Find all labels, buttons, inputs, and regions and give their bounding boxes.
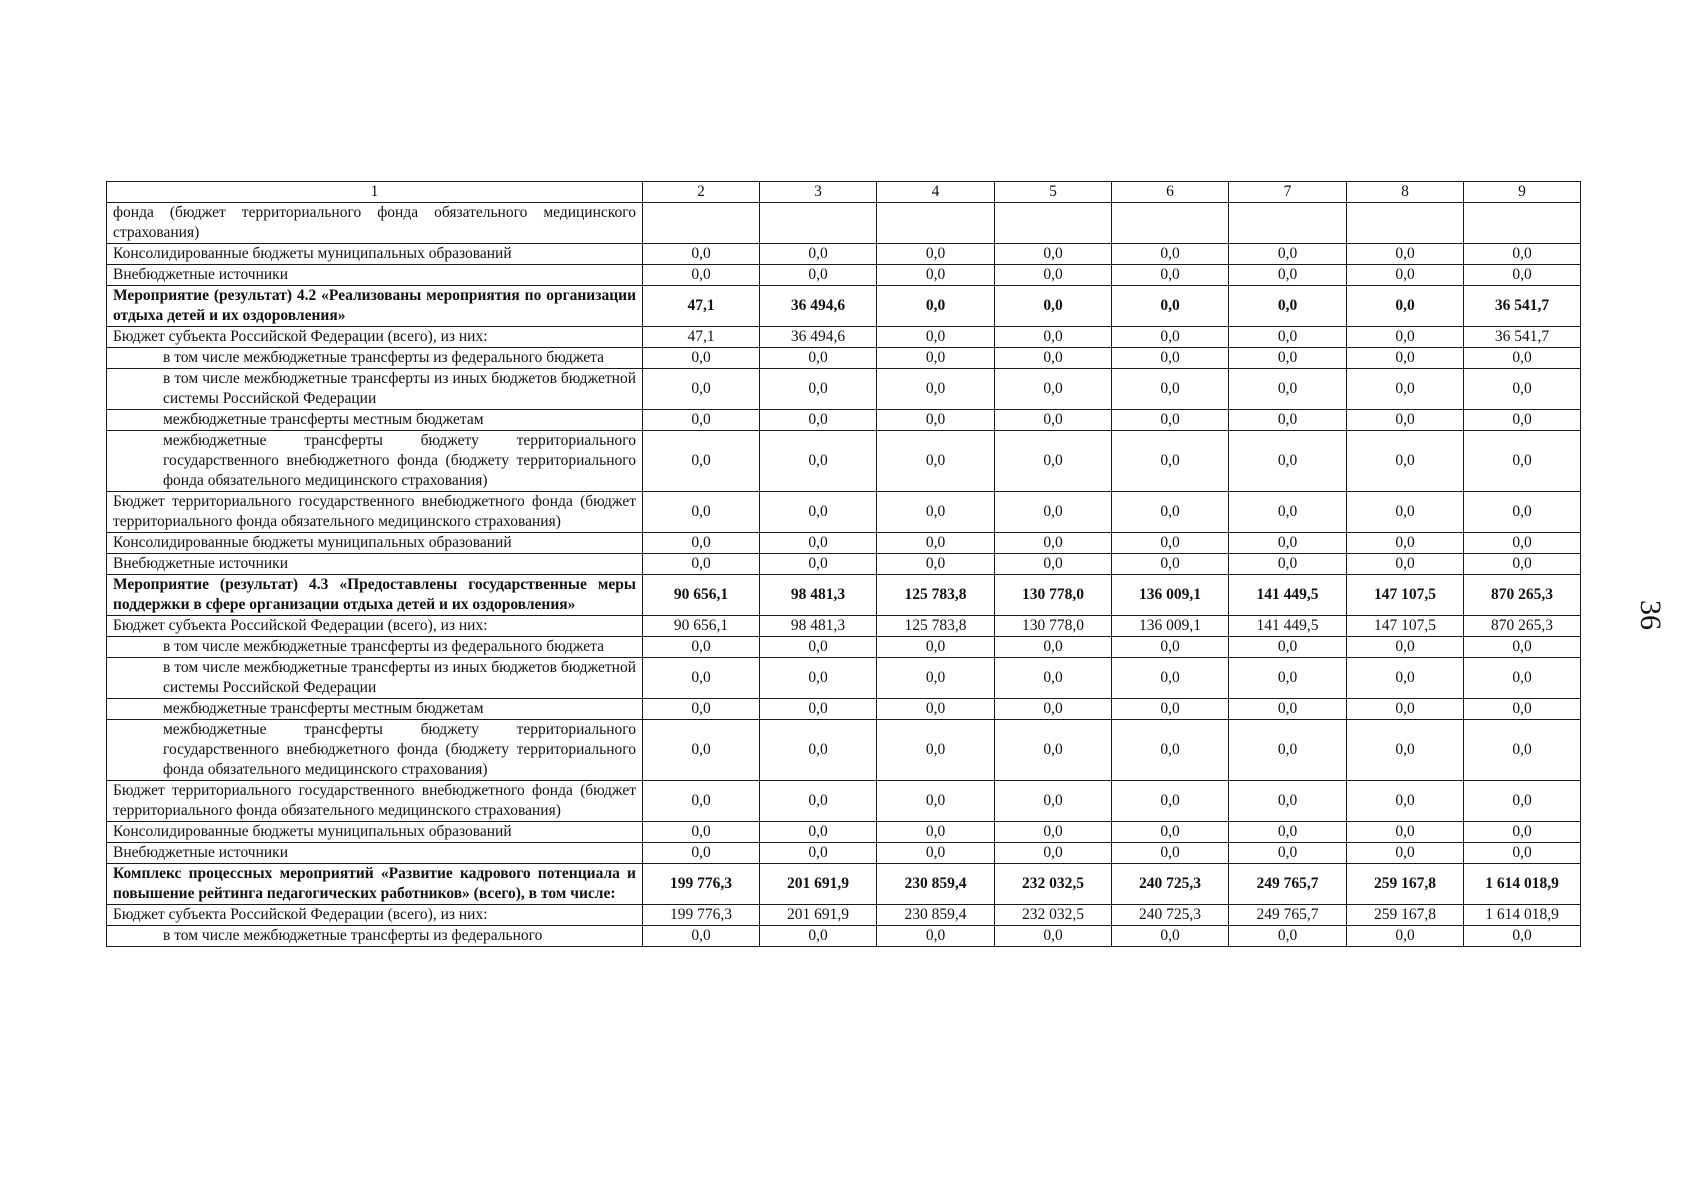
- table-row: [107, 265, 1581, 286]
- value-cell: 0,0: [877, 410, 995, 431]
- table-row: [107, 348, 1581, 369]
- value-cell: 0,0: [1464, 492, 1581, 533]
- value-cell: 0,0: [1347, 369, 1464, 410]
- value-cell: 0,0: [1229, 431, 1347, 492]
- value-cell: 0,0: [877, 286, 995, 327]
- value-cell: 0,0: [1464, 410, 1581, 431]
- value-cell: 0,0: [1112, 637, 1229, 658]
- value-cell: 0,0: [1347, 533, 1464, 554]
- value-cell: 0,0: [995, 926, 1112, 947]
- table-row: [107, 822, 1581, 843]
- value-cell: 0,0: [1112, 720, 1229, 781]
- row-label: Бюджет территориального государственного внебюджетного фонда (бюджет территориального фонда обязательного медицинского страхования): [107, 781, 643, 822]
- value-cell: 0,0: [1347, 265, 1464, 286]
- value-cell: 0,0: [995, 327, 1112, 348]
- value-cell: 0,0: [1229, 658, 1347, 699]
- row-label: в том числе межбюджетные трансферты из федерального бюджета: [107, 348, 643, 369]
- value-cell: 0,0: [760, 492, 877, 533]
- value-cell: 0,0: [643, 369, 760, 410]
- value-cell: 0,0: [1229, 533, 1347, 554]
- value-cell: 0,0: [1347, 637, 1464, 658]
- value-cell: 0,0: [995, 637, 1112, 658]
- value-cell: 0,0: [1112, 348, 1229, 369]
- table-row: [107, 843, 1581, 864]
- value-cell: 0,0: [1464, 658, 1581, 699]
- value-cell: 870 265,3: [1464, 616, 1581, 637]
- value-cell: 141 449,5: [1229, 616, 1347, 637]
- value-cell: 0,0: [760, 554, 877, 575]
- row-label: Внебюджетные источники: [107, 843, 643, 864]
- row-label: фонда (бюджет территориального фонда обязательного медицинского страхования): [107, 203, 643, 244]
- value-cell: 0,0: [1464, 533, 1581, 554]
- value-cell: 0,0: [760, 658, 877, 699]
- value-cell: 0,0: [1347, 348, 1464, 369]
- row-label: Комплекс процессных мероприятий «Развитие кадрового потенциала и повышение рейтинга педагогических работников» (всего), в том числе:: [107, 864, 643, 905]
- value-cell: 0,0: [1229, 843, 1347, 864]
- value-cell: 0,0: [877, 699, 995, 720]
- row-label: Мероприятие (результат) 4.2 «Реализованы мероприятия по организации отдыха детей и их оздоровления»: [107, 286, 643, 327]
- value-cell: 147 107,5: [1347, 616, 1464, 637]
- value-cell: 0,0: [1347, 720, 1464, 781]
- value-cell: 0,0: [760, 533, 877, 554]
- value-cell: 0,0: [995, 533, 1112, 554]
- value-cell: 47,1: [643, 286, 760, 327]
- table-row: [107, 658, 1581, 699]
- table-row: [107, 244, 1581, 265]
- value-cell: 0,0: [995, 265, 1112, 286]
- row-label: Консолидированные бюджеты муниципальных образований: [107, 822, 643, 843]
- value-cell: 0,0: [1464, 843, 1581, 864]
- value-cell: 0,0: [1464, 822, 1581, 843]
- value-cell: 0,0: [643, 926, 760, 947]
- value-cell: 0,0: [1229, 410, 1347, 431]
- value-cell: 0,0: [1229, 348, 1347, 369]
- row-label: Бюджет территориального государственного внебюджетного фонда (бюджет территориального фонда обязательного медицинского страхования): [107, 492, 643, 533]
- table-row: [107, 431, 1581, 492]
- value-cell: 0,0: [760, 410, 877, 431]
- table-header-row: [107, 182, 1581, 203]
- row-label: межбюджетные трансферты бюджету территориального государственного внебюджетного фонда (бюджету территориального фонда обязательного медицинского страхования): [107, 431, 643, 492]
- value-cell: 0,0: [995, 843, 1112, 864]
- value-cell: 0,0: [995, 492, 1112, 533]
- value-cell: 0,0: [995, 658, 1112, 699]
- value-cell: [1464, 203, 1581, 244]
- value-cell: 0,0: [643, 658, 760, 699]
- column-header: 8: [1347, 182, 1464, 203]
- row-label: в том числе межбюджетные трансферты из федерального: [107, 926, 643, 947]
- value-cell: 0,0: [1347, 327, 1464, 348]
- value-cell: 136 009,1: [1112, 575, 1229, 616]
- value-cell: 0,0: [1347, 286, 1464, 327]
- table-row: [107, 492, 1581, 533]
- value-cell: 240 725,3: [1112, 905, 1229, 926]
- table-row: [107, 410, 1581, 431]
- value-cell: 0,0: [877, 348, 995, 369]
- value-cell: 0,0: [1112, 369, 1229, 410]
- value-cell: 130 778,0: [995, 575, 1112, 616]
- value-cell: 240 725,3: [1112, 864, 1229, 905]
- row-label: Внебюджетные источники: [107, 554, 643, 575]
- value-cell: 199 776,3: [643, 864, 760, 905]
- table-row: [107, 864, 1581, 905]
- value-cell: 0,0: [877, 637, 995, 658]
- column-header: 5: [995, 182, 1112, 203]
- value-cell: 125 783,8: [877, 616, 995, 637]
- table-row: [107, 369, 1581, 410]
- value-cell: 0,0: [995, 781, 1112, 822]
- value-cell: 0,0: [643, 554, 760, 575]
- value-cell: 0,0: [760, 843, 877, 864]
- value-cell: 0,0: [1464, 348, 1581, 369]
- value-cell: 0,0: [1464, 699, 1581, 720]
- value-cell: 136 009,1: [1112, 616, 1229, 637]
- value-cell: 0,0: [1229, 244, 1347, 265]
- value-cell: 0,0: [877, 926, 995, 947]
- value-cell: 0,0: [995, 369, 1112, 410]
- table-row: [107, 286, 1581, 327]
- column-header: 1: [107, 182, 643, 203]
- table-row: [107, 720, 1581, 781]
- value-cell: 0,0: [643, 822, 760, 843]
- value-cell: 0,0: [643, 265, 760, 286]
- column-header: 6: [1112, 182, 1229, 203]
- value-cell: 0,0: [1112, 554, 1229, 575]
- value-cell: 0,0: [1112, 265, 1229, 286]
- table-row: [107, 699, 1581, 720]
- table-row: [107, 926, 1581, 947]
- table-row: [107, 575, 1581, 616]
- value-cell: 0,0: [1347, 843, 1464, 864]
- value-cell: 0,0: [1112, 431, 1229, 492]
- row-label: Консолидированные бюджеты муниципальных образований: [107, 533, 643, 554]
- value-cell: 0,0: [995, 348, 1112, 369]
- budget-table: [106, 181, 1581, 947]
- value-cell: 36 541,7: [1464, 286, 1581, 327]
- value-cell: 0,0: [1464, 244, 1581, 265]
- value-cell: 0,0: [995, 286, 1112, 327]
- value-cell: 201 691,9: [760, 864, 877, 905]
- table-row: [107, 203, 1581, 244]
- value-cell: 98 481,3: [760, 575, 877, 616]
- value-cell: 0,0: [1347, 781, 1464, 822]
- value-cell: 259 167,8: [1347, 905, 1464, 926]
- value-cell: 36 541,7: [1464, 327, 1581, 348]
- column-header: 7: [1229, 182, 1347, 203]
- value-cell: 0,0: [1347, 244, 1464, 265]
- value-cell: 0,0: [877, 492, 995, 533]
- row-label: в том числе межбюджетные трансферты из иных бюджетов бюджетной системы Российской Федерации: [107, 658, 643, 699]
- value-cell: 0,0: [643, 410, 760, 431]
- value-cell: 870 265,3: [1464, 575, 1581, 616]
- value-cell: 0,0: [1229, 327, 1347, 348]
- row-label: в том числе межбюджетные трансферты из федерального бюджета: [107, 637, 643, 658]
- value-cell: 0,0: [1229, 781, 1347, 822]
- value-cell: 0,0: [1464, 265, 1581, 286]
- value-cell: 0,0: [877, 843, 995, 864]
- column-header: 2: [643, 182, 760, 203]
- row-label: Мероприятие (результат) 4.3 «Предоставлены государственные меры поддержки в сфере организации отдыха детей и их оздоровления»: [107, 575, 643, 616]
- value-cell: 0,0: [877, 822, 995, 843]
- table-row: [107, 327, 1581, 348]
- value-cell: 0,0: [1464, 554, 1581, 575]
- value-cell: 0,0: [877, 244, 995, 265]
- value-cell: [760, 203, 877, 244]
- value-cell: 0,0: [643, 699, 760, 720]
- value-cell: 0,0: [1112, 699, 1229, 720]
- value-cell: 0,0: [760, 369, 877, 410]
- value-cell: 0,0: [877, 327, 995, 348]
- value-cell: 147 107,5: [1347, 575, 1464, 616]
- column-header: 4: [877, 182, 995, 203]
- value-cell: 0,0: [1229, 926, 1347, 947]
- row-label: межбюджетные трансферты бюджету территориального государственного внебюджетного фонда (бюджету территориального фонда обязательного медицинского страхования): [107, 720, 643, 781]
- value-cell: 0,0: [643, 244, 760, 265]
- value-cell: 0,0: [760, 244, 877, 265]
- value-cell: 1 614 018,9: [1464, 864, 1581, 905]
- column-header: 3: [760, 182, 877, 203]
- value-cell: 0,0: [1229, 720, 1347, 781]
- value-cell: 0,0: [1229, 554, 1347, 575]
- value-cell: 0,0: [1112, 843, 1229, 864]
- value-cell: 0,0: [995, 554, 1112, 575]
- value-cell: 0,0: [643, 843, 760, 864]
- value-cell: [877, 203, 995, 244]
- table-row: [107, 554, 1581, 575]
- value-cell: 0,0: [1112, 658, 1229, 699]
- value-cell: 130 778,0: [995, 616, 1112, 637]
- value-cell: 90 656,1: [643, 616, 760, 637]
- value-cell: 0,0: [643, 492, 760, 533]
- value-cell: 0,0: [1229, 369, 1347, 410]
- value-cell: 232 032,5: [995, 905, 1112, 926]
- value-cell: 0,0: [1112, 822, 1229, 843]
- value-cell: 0,0: [877, 554, 995, 575]
- table-row: [107, 533, 1581, 554]
- value-cell: 0,0: [1347, 431, 1464, 492]
- value-cell: 0,0: [995, 244, 1112, 265]
- value-cell: 0,0: [1112, 410, 1229, 431]
- value-cell: 0,0: [643, 781, 760, 822]
- value-cell: [995, 203, 1112, 244]
- value-cell: 0,0: [1347, 699, 1464, 720]
- value-cell: [1229, 203, 1347, 244]
- table-body: [107, 182, 1581, 947]
- row-label: в том числе межбюджетные трансферты из иных бюджетов бюджетной системы Российской Федерации: [107, 369, 643, 410]
- value-cell: 0,0: [877, 431, 995, 492]
- value-cell: 0,0: [1229, 822, 1347, 843]
- value-cell: 249 765,7: [1229, 905, 1347, 926]
- value-cell: 0,0: [877, 720, 995, 781]
- value-cell: 0,0: [760, 431, 877, 492]
- value-cell: 0,0: [1464, 637, 1581, 658]
- row-label: Бюджет субъекта Российской Федерации (всего), из них:: [107, 905, 643, 926]
- value-cell: 230 859,4: [877, 864, 995, 905]
- row-label: межбюджетные трансферты местным бюджетам: [107, 699, 643, 720]
- value-cell: 0,0: [1112, 286, 1229, 327]
- value-cell: 0,0: [1347, 410, 1464, 431]
- value-cell: 36 494,6: [760, 286, 877, 327]
- value-cell: 0,0: [643, 533, 760, 554]
- value-cell: 0,0: [877, 781, 995, 822]
- value-cell: 0,0: [1347, 658, 1464, 699]
- table-row: [107, 905, 1581, 926]
- value-cell: 0,0: [1112, 926, 1229, 947]
- value-cell: [1347, 203, 1464, 244]
- value-cell: 0,0: [1112, 781, 1229, 822]
- value-cell: 249 765,7: [1229, 864, 1347, 905]
- value-cell: 0,0: [995, 822, 1112, 843]
- row-label: Внебюджетные источники: [107, 265, 643, 286]
- value-cell: 0,0: [995, 720, 1112, 781]
- value-cell: 0,0: [995, 431, 1112, 492]
- value-cell: 0,0: [877, 658, 995, 699]
- table-row: [107, 637, 1581, 658]
- value-cell: 0,0: [1112, 533, 1229, 554]
- row-label: межбюджетные трансферты местным бюджетам: [107, 410, 643, 431]
- value-cell: 0,0: [1464, 369, 1581, 410]
- value-cell: 201 691,9: [760, 905, 877, 926]
- value-cell: 0,0: [1229, 637, 1347, 658]
- value-cell: 232 032,5: [995, 864, 1112, 905]
- value-cell: 1 614 018,9: [1464, 905, 1581, 926]
- value-cell: [643, 203, 760, 244]
- value-cell: 0,0: [1347, 492, 1464, 533]
- value-cell: 98 481,3: [760, 616, 877, 637]
- row-label: Консолидированные бюджеты муниципальных образований: [107, 244, 643, 265]
- value-cell: 0,0: [760, 720, 877, 781]
- value-cell: 0,0: [1464, 720, 1581, 781]
- value-cell: 0,0: [1347, 926, 1464, 947]
- value-cell: 0,0: [760, 348, 877, 369]
- value-cell: 259 167,8: [1347, 864, 1464, 905]
- value-cell: 0,0: [760, 265, 877, 286]
- value-cell: 0,0: [1229, 286, 1347, 327]
- value-cell: 0,0: [1464, 781, 1581, 822]
- value-cell: 0,0: [643, 720, 760, 781]
- value-cell: 0,0: [995, 410, 1112, 431]
- value-cell: [1112, 203, 1229, 244]
- row-label: Бюджет субъекта Российской Федерации (всего), из них:: [107, 616, 643, 637]
- value-cell: 141 449,5: [1229, 575, 1347, 616]
- value-cell: 0,0: [1464, 431, 1581, 492]
- value-cell: 0,0: [1347, 822, 1464, 843]
- value-cell: 230 859,4: [877, 905, 995, 926]
- table-row: [107, 781, 1581, 822]
- value-cell: 0,0: [995, 699, 1112, 720]
- value-cell: 0,0: [1112, 327, 1229, 348]
- value-cell: 0,0: [877, 369, 995, 410]
- value-cell: 36 494,6: [760, 327, 877, 348]
- column-header: 9: [1464, 182, 1581, 203]
- value-cell: 0,0: [1464, 926, 1581, 947]
- value-cell: 0,0: [1112, 492, 1229, 533]
- table-row: [107, 616, 1581, 637]
- value-cell: 0,0: [1229, 492, 1347, 533]
- value-cell: 47,1: [643, 327, 760, 348]
- row-label: Бюджет субъекта Российской Федерации (всего), из них:: [107, 327, 643, 348]
- value-cell: 0,0: [760, 637, 877, 658]
- value-cell: 0,0: [643, 431, 760, 492]
- value-cell: 0,0: [1229, 265, 1347, 286]
- value-cell: 0,0: [1229, 699, 1347, 720]
- value-cell: 0,0: [760, 926, 877, 947]
- value-cell: 90 656,1: [643, 575, 760, 616]
- value-cell: 0,0: [1112, 244, 1229, 265]
- value-cell: 125 783,8: [877, 575, 995, 616]
- value-cell: 0,0: [1347, 554, 1464, 575]
- value-cell: 0,0: [760, 699, 877, 720]
- value-cell: 0,0: [643, 348, 760, 369]
- value-cell: 0,0: [760, 822, 877, 843]
- value-cell: 0,0: [877, 533, 995, 554]
- value-cell: 0,0: [877, 265, 995, 286]
- value-cell: 0,0: [643, 637, 760, 658]
- value-cell: 199 776,3: [643, 905, 760, 926]
- page-number: 36: [1634, 600, 1667, 630]
- value-cell: 0,0: [760, 781, 877, 822]
